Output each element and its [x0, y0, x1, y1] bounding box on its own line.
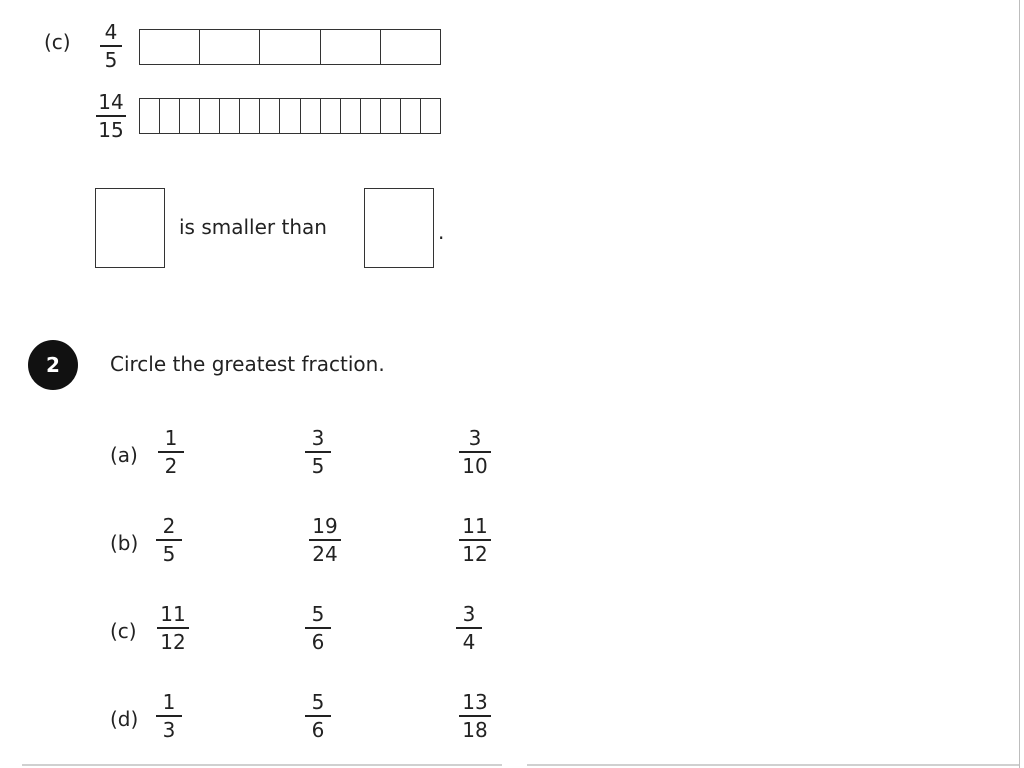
- period: .: [438, 220, 445, 244]
- part-c-label: (c): [44, 30, 71, 54]
- fraction-option[interactable]: [156, 515, 182, 565]
- fraction-bar: [100, 45, 122, 47]
- fraction-bar: [305, 627, 331, 629]
- numerator: 13: [462, 690, 488, 714]
- denominator: 6: [311, 629, 325, 654]
- question-prompt: Circle the greatest fraction.: [110, 352, 385, 376]
- denominator: 2: [164, 453, 178, 478]
- fraction-option[interactable]: [305, 427, 331, 477]
- numerator: 11: [160, 602, 186, 626]
- fraction-bar: [459, 451, 491, 453]
- denominator: 5: [162, 541, 176, 566]
- fraction-bar: [96, 115, 126, 117]
- fraction-option[interactable]: [459, 427, 491, 477]
- fraction-bar: [459, 539, 491, 541]
- bar-segment: [200, 30, 260, 64]
- fraction-bar: [156, 539, 182, 541]
- fraction-option[interactable]: [309, 515, 341, 565]
- row-a-label: (a): [110, 443, 138, 467]
- fraction-option[interactable]: [305, 603, 331, 653]
- fraction-bar: [157, 627, 189, 629]
- bar-segment: [260, 99, 280, 133]
- fraction-option[interactable]: [459, 515, 491, 565]
- fraction-bar-fifteenths: [139, 98, 441, 134]
- page-edge-right: [1019, 0, 1020, 768]
- row-c-label: (c): [110, 619, 137, 643]
- fraction-option[interactable]: [158, 427, 184, 477]
- fraction-bar: [305, 451, 331, 453]
- fraction-four-fifths: [100, 21, 122, 71]
- fraction-bar: [156, 715, 182, 717]
- fraction-option[interactable]: [459, 691, 491, 741]
- denominator: 5: [104, 47, 118, 72]
- fraction-bar: [309, 539, 341, 541]
- fraction-option[interactable]: [305, 691, 331, 741]
- numerator: 3: [311, 426, 325, 450]
- fraction-bar: [459, 715, 491, 717]
- bar-segment: [280, 99, 300, 133]
- comparison-text: is smaller than: [179, 215, 327, 239]
- bar-segment: [260, 30, 320, 64]
- numerator: 2: [162, 514, 176, 538]
- fraction-option[interactable]: [156, 691, 182, 741]
- numerator: 3: [468, 426, 482, 450]
- bar-segment: [421, 99, 440, 133]
- question-number-badge: 2: [28, 340, 78, 390]
- bar-segment: [341, 99, 361, 133]
- bar-segment: [321, 30, 381, 64]
- denominator: 6: [311, 717, 325, 742]
- fraction-fourteen-fifteenths: [96, 91, 126, 141]
- bar-segment: [381, 99, 401, 133]
- fraction-option[interactable]: [157, 603, 189, 653]
- numerator: 14: [98, 90, 124, 114]
- numerator: 5: [311, 602, 325, 626]
- fraction-bar-fifths: [139, 29, 441, 65]
- bar-segment: [361, 99, 381, 133]
- bar-segment: [401, 99, 421, 133]
- denominator: 15: [98, 117, 124, 142]
- numerator: 5: [311, 690, 325, 714]
- denominator: 4: [462, 629, 476, 654]
- denominator: 24: [312, 541, 338, 566]
- bar-segment: [140, 99, 160, 133]
- numerator: 1: [164, 426, 178, 450]
- numerator: 4: [104, 20, 118, 44]
- answer-box-larger[interactable]: [364, 188, 434, 268]
- fraction-bar: [305, 715, 331, 717]
- bar-segment: [160, 99, 180, 133]
- denominator: 10: [462, 453, 488, 478]
- answer-box-smaller[interactable]: [95, 188, 165, 268]
- bar-segment: [220, 99, 240, 133]
- denominator: 12: [160, 629, 186, 654]
- denominator: 3: [162, 717, 176, 742]
- fraction-bar: [158, 451, 184, 453]
- denominator: 12: [462, 541, 488, 566]
- numerator: 1: [162, 690, 176, 714]
- fraction-bar: [456, 627, 482, 629]
- page-edge-bottom: [527, 764, 1019, 766]
- bar-segment: [381, 30, 440, 64]
- denominator: 18: [462, 717, 488, 742]
- row-d-label: (d): [110, 707, 139, 731]
- bar-segment: [180, 99, 200, 133]
- denominator: 5: [311, 453, 325, 478]
- bar-segment: [240, 99, 260, 133]
- bar-segment: [321, 99, 341, 133]
- numerator: 3: [462, 602, 476, 626]
- numerator: 11: [462, 514, 488, 538]
- fraction-option[interactable]: [456, 603, 482, 653]
- bar-segment: [140, 30, 200, 64]
- row-b-label: (b): [110, 531, 139, 555]
- numerator: 19: [312, 514, 338, 538]
- page-edge-bottom: [22, 764, 502, 766]
- bar-segment: [200, 99, 220, 133]
- bar-segment: [301, 99, 321, 133]
